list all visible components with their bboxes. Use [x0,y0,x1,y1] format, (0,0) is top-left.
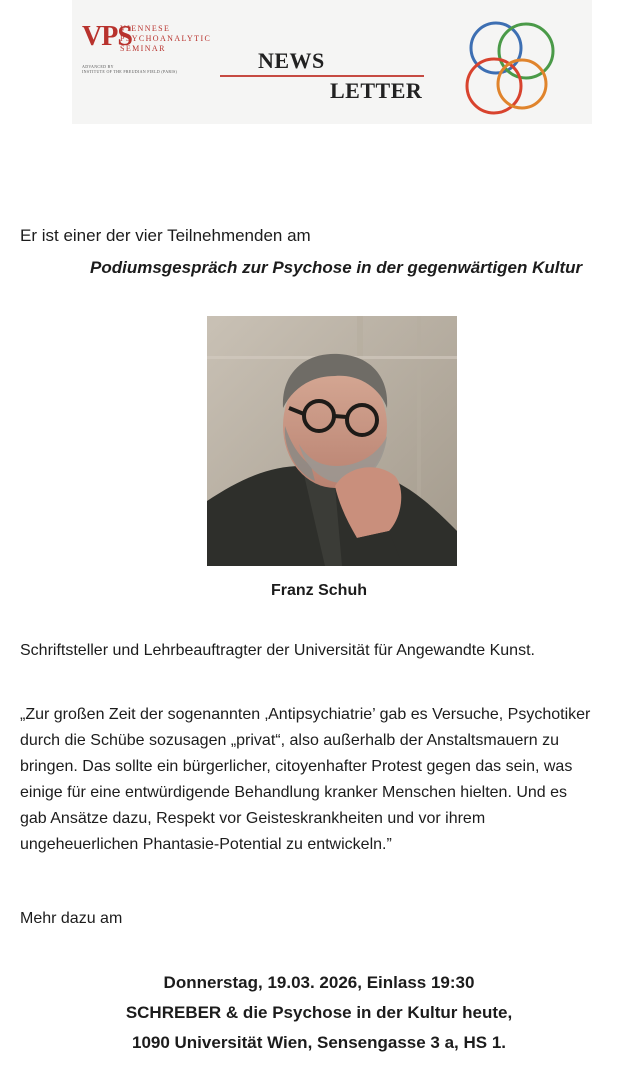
title-divider [220,75,424,77]
quote-block [20,702,590,858]
vps-logo [82,22,222,78]
event-title: Podiumsgespräch zur Psychose in der gegenwärtigen Kultur [90,258,583,277]
event-topic-line: SCHREBER & die Psychose in der Kultur heute, [125,1003,513,1022]
vps-logo-subtitle [82,64,177,74]
newsletter-title-letter: LETTER [330,78,423,103]
vps-name-line: VIENNESE [120,24,171,33]
vps-sub-line: ADVANCED BY [82,64,114,69]
vps-sub-line: INSTITUTE OF THE FREUDIAN FIELD (PARIS) [82,69,178,74]
vps-name-line: SEMINAR [120,44,166,53]
event-location-line: 1090 Universität Wien, Sensengasse 3 a, HS 1. [131,1033,507,1052]
vps-name-line: PSYCHOANALYTIC [120,34,212,43]
intro-text: Er ist einer der vier Teilnehmenden am [20,226,311,245]
vps-logo-name [120,24,211,54]
vps-logo-mark: VPS [82,21,132,52]
event-details [0,968,638,1058]
quote-line: durch die Schübe sozusagen „privat“, also außerhalb der Anstaltsmauern zu [20,732,559,749]
quote-line: einige für eine entwürdigende Behandlung kranker Menschen hielten. Und es [20,784,568,801]
person-role: Schriftsteller und Lehrbeauftragter der Universität für Angewandte Kunst. [20,642,535,659]
newsletter-header [72,0,592,124]
quote-line: gab Ansätze dazu, Respekt vor Geisteskrankheiten und vor ihrem [20,810,486,827]
quote-line: „Zur großen Zeit der sogenannten ‚Antipsychiatrie’ gab es Versuche, Psychotiker [20,706,591,723]
portrait-photo [207,316,457,566]
more-info-text: Mehr dazu am [20,910,123,927]
quote-line: bringen. Das sollte ein bürgerlicher, citoyenhafter Protest gegen das sein, was [20,758,573,775]
event-date-line: Donnerstag, 19.03. 2026, Einlass 19:30 [163,973,475,992]
newsletter-title-news: NEWS [258,48,325,73]
quote-line: ungeheuerlichen Phantasie-Potential zu entwickeln.” [20,836,392,853]
rings-logo-icon [456,18,566,122]
person-name-caption: Franz Schuh [270,582,367,599]
